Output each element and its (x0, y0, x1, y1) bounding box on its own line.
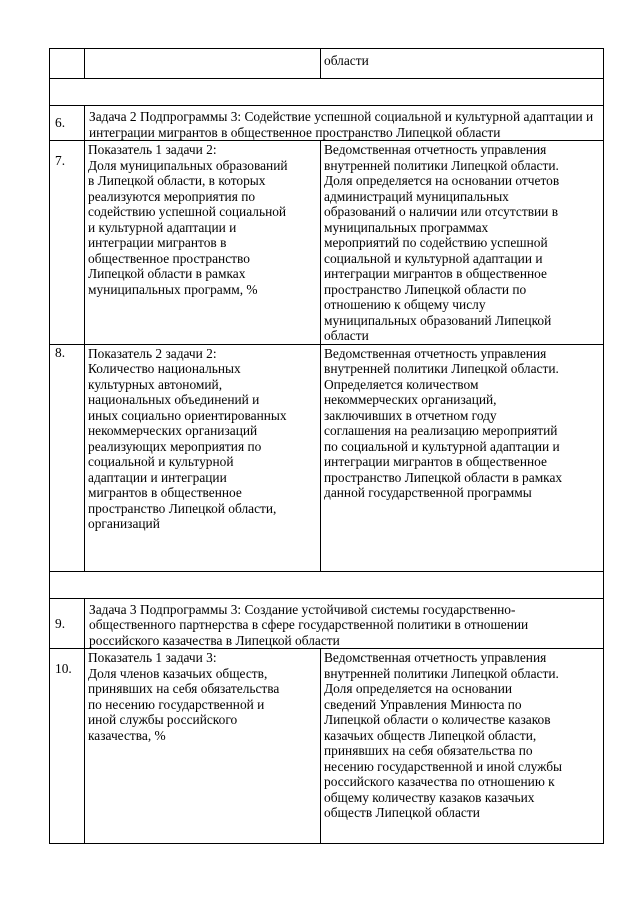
method-cell: области (321, 49, 604, 79)
spacer-cell (50, 79, 604, 106)
indicators-table (49, 48, 604, 844)
row-number: 6. (50, 106, 85, 141)
table-row (50, 344, 604, 571)
table-row (50, 141, 604, 345)
table-row (50, 79, 604, 106)
table-row (50, 106, 604, 141)
row-number (50, 49, 85, 79)
table-row (50, 649, 604, 844)
method-cell: Ведомственная отчетность управления внутренней политики Липецкой области. Определяется количеством некоммерческих организаций, заключивших в отчетном году соглашения на реализацию мероприятий по социальной и культурной адаптации и интеграции мигрантов в общественное пространство Липецкой области в рамках данной государственной программы (321, 344, 604, 571)
table-row (50, 571, 604, 598)
indicator-cell: Показатель 1 задачи 3: Доля членов казачьих обществ, принявших на себя обязательства по несению государственной и иной службы российского казачества, % (85, 649, 321, 844)
method-cell: Ведомственная отчетность управления внутренней политики Липецкой области. Доля определяется на основании сведений Управления Минюста по Липецкой области о количестве казаков казачьих обществ Липецкой области, принявших на себя обязательства по несению государственной и иной службы российского казачества по отношению к общему количеству казаков казачьих обществ Липецкой области (321, 649, 604, 844)
spacer-cell (50, 571, 604, 598)
table-row (50, 598, 604, 649)
indicator-cell: Показатель 1 задачи 2: Доля муниципальных образований в Липецкой области, в которых реализуются мероприятия по содействию успешной социальной и культурной адаптации и интеграции мигрантов в общественное пространство Липецкой области в рамках муниципальных программ, % (85, 141, 321, 345)
indicator-cell (85, 49, 321, 79)
task-heading: Задача 2 Подпрограммы 3: Содействие успешной социальной и культурной адаптации и интеграции мигрантов в общественное пространство Липецкой области (85, 106, 604, 141)
row-number: 9. (50, 598, 85, 649)
row-number: 7. (50, 141, 85, 345)
table-row (50, 49, 604, 79)
row-number: 8. (50, 344, 85, 571)
row-number: 10. (50, 649, 85, 844)
task-heading: Задача 3 Подпрограммы 3: Создание устойчивой системы государственно-общественного партнерства в сфере государственной политики в отношении российского казачества в Липецкой области (85, 598, 604, 649)
method-cell: Ведомственная отчетность управления внутренней политики Липецкой области. Доля определяется на основании отчетов администраций муниципальных образований о наличии или отсутствии в муниципальных программах мероприятий по содействию успешной социальной и культурной адаптации и интеграции мигрантов в общественное пространство Липецкой области по отношению к общему числу муниципальных образований Липецкой области (321, 141, 604, 345)
indicator-cell: Показатель 2 задачи 2: Количество национальных культурных автономий, национальных объединений и иных социально ориентированных некоммерческих организаций реализующих мероприятия по социальной и культурной адаптации и интеграции мигрантов в общественное пространство Липецкой области, организаций (85, 344, 321, 571)
